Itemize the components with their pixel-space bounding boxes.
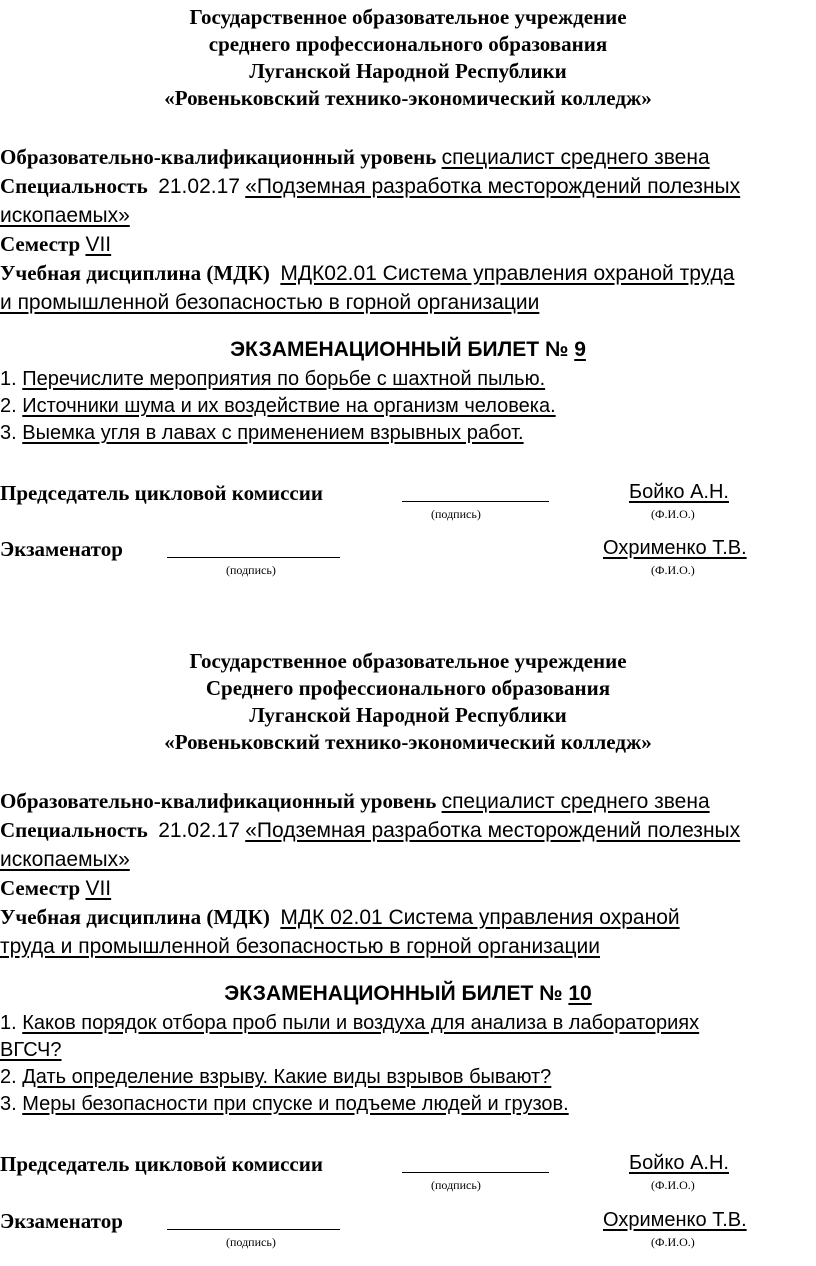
- semester-value: VII: [85, 233, 112, 256]
- level-label: Образовательно-квалификационный уровень: [0, 789, 437, 813]
- question-list: [0, 1010, 812, 1118]
- ticket-info: [0, 787, 812, 961]
- level-label: Образовательно-квалификационный уровень: [0, 145, 437, 169]
- semester-row: [0, 874, 812, 903]
- discipline-row-continued: [0, 932, 812, 961]
- examiner-signature-block: [0, 1209, 816, 1249]
- name-caption: (Ф.И.О.): [651, 1235, 695, 1249]
- question-list: [0, 366, 812, 447]
- ticket-title-prefix: ЭКЗАМЕНАЦИОННЫЙ БИЛЕТ №: [224, 982, 563, 1005]
- institution-header: [0, 648, 816, 756]
- question-text: Каков порядок отбора проб пыли и воздуха для анализа в лабораториях: [22, 1012, 700, 1034]
- question-text: Меры безопасности при спуске и подъеме людей и грузов.: [22, 1093, 569, 1115]
- institution-header: [0, 4, 816, 112]
- question-text: Выемка угля в лавах с применением взрывных работ.: [22, 422, 524, 444]
- name-caption: (Ф.И.О.): [651, 507, 695, 521]
- header-line: Государственное образовательное учреждение: [189, 649, 627, 673]
- question-item: [0, 1010, 812, 1037]
- discipline-value-continued: и промышленной безопасностью в горной организации: [0, 291, 540, 314]
- name-caption: (Ф.И.О.): [651, 563, 695, 577]
- examiner-signature-block: [0, 537, 816, 577]
- semester-row: [0, 230, 812, 259]
- signature-line: [402, 1172, 549, 1173]
- question-number: 2.: [0, 1066, 17, 1088]
- chairman-label: Председатель цикловой комиссии: [0, 481, 323, 505]
- question-item: [0, 366, 812, 393]
- question-text: Источники шума и их воздействие на организм человека.: [22, 395, 556, 417]
- header-line: «Ровеньковский технико-экономический колледж»: [164, 730, 652, 754]
- question-item: [0, 1091, 812, 1118]
- specialty-code: 21.02.17: [158, 175, 240, 198]
- ticket-title: [0, 338, 816, 362]
- chairman-label: Председатель цикловой комиссии: [0, 1152, 323, 1176]
- header-line: Государственное образовательное учреждение: [189, 5, 627, 29]
- specialty-value: «Подземная разработка месторождений полезных: [245, 175, 741, 198]
- signature-line: [167, 557, 340, 558]
- signature-line: [167, 1229, 340, 1230]
- examiner-name: Охрименко Т.В.: [603, 1209, 747, 1231]
- chairman-name: Бойко А.Н.: [629, 1152, 729, 1174]
- chairman-signature-block: [0, 481, 816, 521]
- level-row: [0, 143, 812, 172]
- examiner-label: Экзаменатор: [0, 1209, 123, 1233]
- level-value: специалист среднего звена: [441, 146, 710, 169]
- specialty-row-continued: [0, 201, 812, 230]
- chairman-name: Бойко А.Н.: [629, 481, 729, 503]
- discipline-label: Учебная дисциплина (МДК): [0, 261, 270, 285]
- signature-caption: (подпись): [431, 507, 481, 521]
- examiner-name: Охрименко Т.В.: [603, 537, 747, 559]
- ticket-number: 10: [568, 982, 592, 1005]
- signature-caption: (подпись): [226, 1235, 276, 1249]
- discipline-label: Учебная дисциплина (МДК): [0, 905, 270, 929]
- signature-caption: (подпись): [226, 563, 276, 577]
- header-line: «Ровеньковский технико-экономический колледж»: [164, 86, 652, 110]
- examiner-label: Экзаменатор: [0, 537, 123, 561]
- question-number: 1.: [0, 1012, 17, 1034]
- specialty-row-continued: [0, 845, 812, 874]
- question-item: [0, 393, 812, 420]
- semester-value: VII: [85, 877, 112, 900]
- question-number: 2.: [0, 395, 17, 417]
- discipline-value: МДК02.01 Система управления охраной труда: [280, 262, 735, 285]
- chairman-signature-block: [0, 1152, 816, 1192]
- level-value: специалист среднего звена: [441, 790, 710, 813]
- specialty-value: «Подземная разработка месторождений полезных: [245, 819, 741, 842]
- question-number: 1.: [0, 368, 17, 390]
- semester-label: Семестр: [0, 876, 81, 900]
- specialty-value-continued: ископаемых»: [0, 204, 130, 227]
- discipline-row: [0, 903, 812, 932]
- ticket-title-prefix: ЭКЗАМЕНАЦИОННЫЙ БИЛЕТ №: [230, 338, 569, 361]
- question-text: Дать определение взрыву. Какие виды взрывов бывают?: [22, 1066, 552, 1088]
- specialty-code: 21.02.17: [158, 819, 240, 842]
- semester-label: Семестр: [0, 232, 81, 256]
- question-item: [0, 420, 812, 447]
- level-row: [0, 787, 812, 816]
- discipline-row: [0, 259, 812, 288]
- discipline-value-continued: труда и промышленной безопасностью в горной организации: [0, 935, 600, 958]
- question-text-continued: ВГСЧ?: [0, 1039, 62, 1061]
- specialty-row: [0, 816, 812, 845]
- header-line: Луганской Народной Республики: [249, 703, 567, 727]
- specialty-value-continued: ископаемых»: [0, 848, 130, 871]
- header-line: Луганской Народной Республики: [249, 59, 567, 83]
- discipline-row-continued: [0, 288, 812, 317]
- ticket-info: [0, 143, 812, 317]
- header-line: среднего профессионального образования: [208, 32, 608, 56]
- question-number: 3.: [0, 1093, 17, 1115]
- name-caption: (Ф.И.О.): [651, 1178, 695, 1192]
- specialty-label: Специальность: [0, 174, 148, 198]
- question-item: [0, 1064, 812, 1091]
- specialty-label: Специальность: [0, 818, 148, 842]
- signature-caption: (подпись): [431, 1178, 481, 1192]
- question-item-continued: [0, 1037, 812, 1064]
- question-text: Перечислите мероприятия по борьбе с шахтной пылью.: [22, 368, 546, 390]
- signature-line: [402, 501, 549, 502]
- ticket-title: [0, 982, 816, 1006]
- discipline-value: МДК 02.01 Система управления охраной: [280, 906, 680, 929]
- header-line: Среднего профессионального образования: [205, 676, 611, 700]
- specialty-row: [0, 172, 812, 201]
- question-number: 3.: [0, 422, 17, 444]
- ticket-number: 9: [574, 338, 586, 361]
